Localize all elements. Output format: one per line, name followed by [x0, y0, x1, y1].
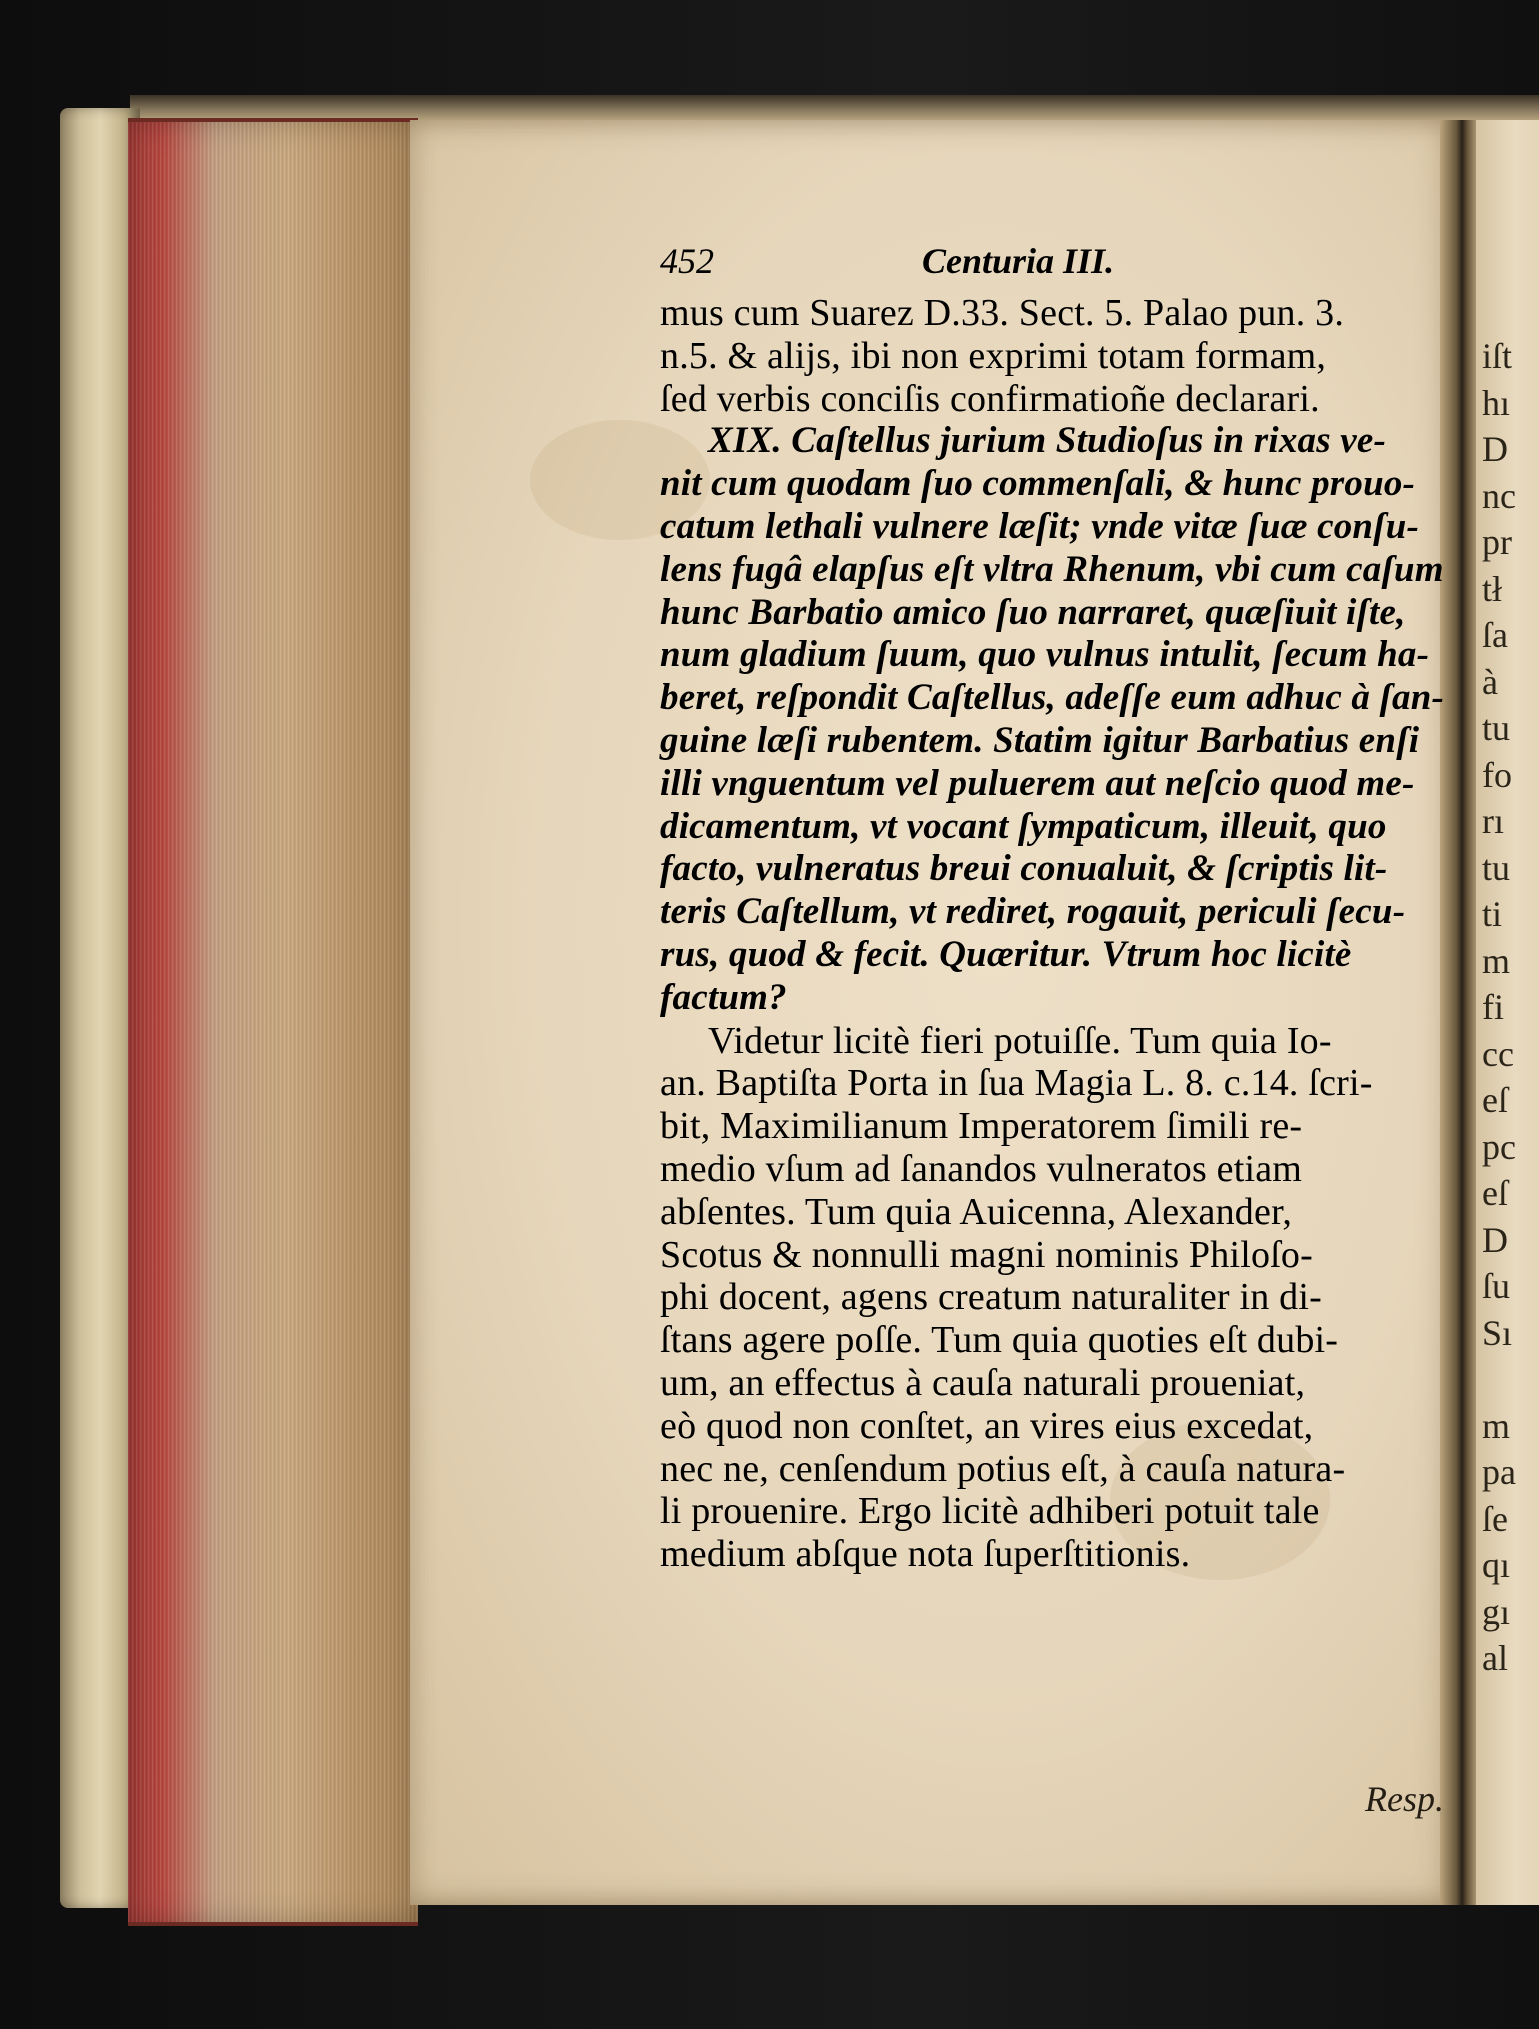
facing-page-fragment: rı	[1482, 801, 1504, 841]
text-line: hunc Barbatio amico ſuo narraret, quæſiuit iſte,	[660, 591, 1406, 633]
text-line: beret, reſpondit Caſtellus, adeſſe eum adhuc à ſan-	[660, 677, 1445, 719]
facing-page-fragment: D	[1482, 1219, 1508, 1260]
text-line: nec ne, cenſendum potius eſt, à cauſa natura-	[660, 1447, 1346, 1490]
text-line: ſtans agere poſſe. Tum quia quoties eſt dubi-	[660, 1319, 1339, 1362]
text-line: lens fugâ elapſus eſt vltra Rhenum, vbi cum caſum	[660, 548, 1444, 590]
facing-page-fragment: pc	[1482, 1126, 1516, 1167]
facing-page-fragment: tu	[1482, 847, 1511, 888]
facing-page-fragment: fo	[1482, 754, 1512, 795]
facing-page-fragment: m	[1482, 1405, 1511, 1446]
text-line: nit cum quodam ſuo commenſali, & hunc prouo-	[660, 463, 1416, 505]
facing-page-fragment: pa	[1482, 1452, 1516, 1492]
facing-page-fragment: à	[1482, 661, 1498, 702]
text-line: facto, vulneratus breui conualuit, & ſcriptis lit-	[660, 848, 1388, 890]
facing-page-fragment: ſu	[1482, 1266, 1511, 1306]
text-line: eò quod non conſtet, an vires eius excedat,	[660, 1404, 1314, 1447]
facing-page-fragment: m	[1482, 940, 1511, 981]
facing-page-fragment: fi	[1482, 987, 1504, 1027]
facing-page-fragment: ti	[1482, 894, 1503, 934]
facing-page-fragment: eſ	[1482, 1173, 1508, 1213]
facing-page-fragment: gı	[1482, 1591, 1511, 1632]
facing-page-fragment: D	[1482, 429, 1508, 469]
facing-page-fragment: eſ	[1482, 1080, 1508, 1120]
text-line: medio vſum ad ſanandos vulneratos etiam	[660, 1147, 1303, 1190]
text-line: rus, quod & fecit. Quæritur. Vtrum hoc licitè	[660, 933, 1352, 975]
text-line: li prouenire. Ergo licitè adhiberi potuit tale	[660, 1490, 1320, 1533]
facing-page-fragment: tł	[1482, 568, 1503, 609]
facing-page-fragment: nc	[1482, 475, 1516, 516]
facing-page-fragment: al	[1482, 1638, 1508, 1678]
facing-page-fragment: ſe	[1482, 1498, 1508, 1539]
catchword: Resp.	[1365, 1779, 1444, 1819]
facing-page-fragment: iſt	[1482, 336, 1513, 376]
text-line: medium abſque nota ſuperſtitionis.	[660, 1533, 1191, 1576]
text-line: illi vnguentum vel puluerem aut neſcio quod me-	[660, 762, 1415, 804]
facing-page-fragment: qı	[1482, 1545, 1511, 1585]
text-line: teris Caſtellum, vt rediret, rogauit, periculi ſecu-	[660, 891, 1406, 933]
text-line: ſed verbis conciſis confirmatioñe declarari.	[660, 377, 1320, 420]
text-line: num gladium ſuum, quo vulnus intulit, ſecum ha-	[660, 634, 1430, 676]
text-line: n.5. & alijs, ibi non exprimi totam formam,	[660, 334, 1327, 377]
facing-page-fragment: Sı	[1482, 1312, 1513, 1353]
facing-page-fragment: hı	[1482, 382, 1511, 423]
text-line: Videtur licitè fieri potuiſſe. Tum quia Io-	[708, 1019, 1332, 1062]
facing-page-fragment: pr	[1482, 522, 1512, 562]
page-stack-edges	[128, 118, 418, 1926]
text-line: XIX. Caſtellus jurium Studioſus in rixas ve-	[708, 420, 1387, 462]
running-head: Centuria III.	[922, 241, 1115, 281]
text-line: dicamentum, vt vocant ſympaticum, illeuit, quo	[660, 805, 1387, 847]
text-line: mus cum Suarez D.33. Sect. 5. Palao pun. 3.	[660, 292, 1345, 334]
page-number: 452	[660, 241, 714, 281]
text-line: guine læſi rubentem. Statim igitur Barbatius enſi	[660, 719, 1420, 761]
text-line: an. Baptiſta Porta in ſua Magia L. 8. c.14. ſcri-	[660, 1062, 1373, 1105]
page-text-block	[660, 292, 1460, 1576]
facing-page-fragment: tu	[1482, 708, 1511, 748]
text-line: factum?	[660, 976, 787, 1018]
text-line: phi docent, agens creatum naturaliter in di-	[660, 1276, 1322, 1319]
facing-page	[1476, 120, 1539, 1905]
facing-page-fragment: cc	[1482, 1033, 1514, 1074]
text-line: um, an effectus à cauſa naturali proueniat,	[660, 1361, 1306, 1404]
page-header	[660, 240, 1460, 296]
text-line: bit, Maximilianum Imperatorem ſimili re-	[660, 1105, 1303, 1148]
facing-page-fragment: ſa	[1482, 615, 1508, 655]
text-line: abſentes. Tum quia Auicenna, Alexander,	[660, 1190, 1293, 1233]
text-line: Scotus & nonnulli magni nominis Philoſo-	[660, 1233, 1313, 1276]
text-line: catum lethali vulnere læſit; vnde vitæ ſuæ conſu-	[660, 505, 1419, 547]
